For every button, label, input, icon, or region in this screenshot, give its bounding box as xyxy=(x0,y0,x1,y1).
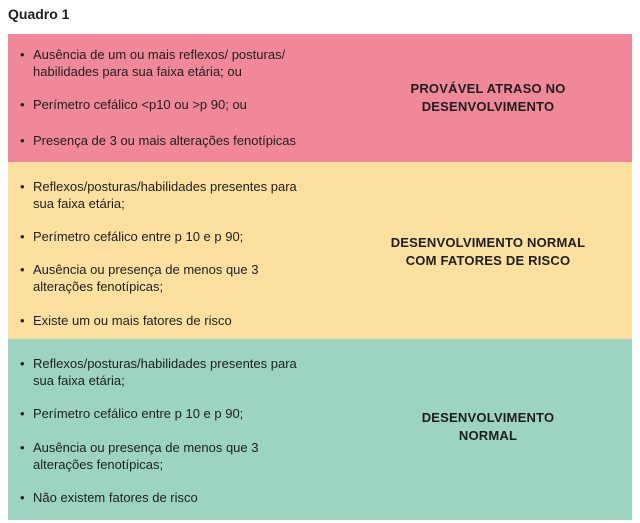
list-item: • Ausência de um ou mais reflexos/ posturas/ habilidades para sua faixa etária; ou xyxy=(20,46,320,80)
table-title: Quadro 1 xyxy=(8,6,70,22)
verdict-label xyxy=(368,234,608,270)
list-item: • Reflexos/posturas/habilidades presentes para sua faixa etária; xyxy=(20,355,320,389)
verdict-label xyxy=(368,409,608,445)
verdict-line: NORMAL xyxy=(458,428,518,443)
list-item: • Perímetro cefálico entre p 10 e p 90; xyxy=(20,228,320,245)
band-normal xyxy=(8,339,632,520)
list-item: • Não existem fatores de risco xyxy=(20,489,320,506)
list-item: • Perímetro cefálico entre p 10 e p 90; xyxy=(20,405,320,422)
classification-table xyxy=(8,34,632,520)
band-normal-with-risk xyxy=(8,162,632,339)
list-item: • Existe um ou mais fatores de risco xyxy=(20,312,320,329)
list-item: • Perímetro cefálico <p10 ou >p 90; ou xyxy=(20,96,320,113)
list-item: • Ausência ou presença de menos que 3 alterações fenotípicas; xyxy=(20,261,320,295)
verdict-line: DESENVOLVIMENTO xyxy=(421,410,555,425)
verdict-line: PROVÁVEL ATRASO NO xyxy=(410,81,566,96)
verdict-line: DESENVOLVIMENTO xyxy=(421,99,555,114)
list-item: • Reflexos/posturas/habilidades presentes para sua faixa etária; xyxy=(20,178,320,212)
verdict-line: DESENVOLVIMENTO NORMAL xyxy=(390,235,586,250)
list-item: • Presença de 3 ou mais alterações fenotípicas xyxy=(20,132,320,149)
band-probable-delay xyxy=(8,34,632,162)
verdict-line: COM FATORES DE RISCO xyxy=(405,253,571,268)
list-item: • Ausência ou presença de menos que 3 alterações fenotípicas; xyxy=(20,439,320,473)
verdict-label xyxy=(368,80,608,116)
